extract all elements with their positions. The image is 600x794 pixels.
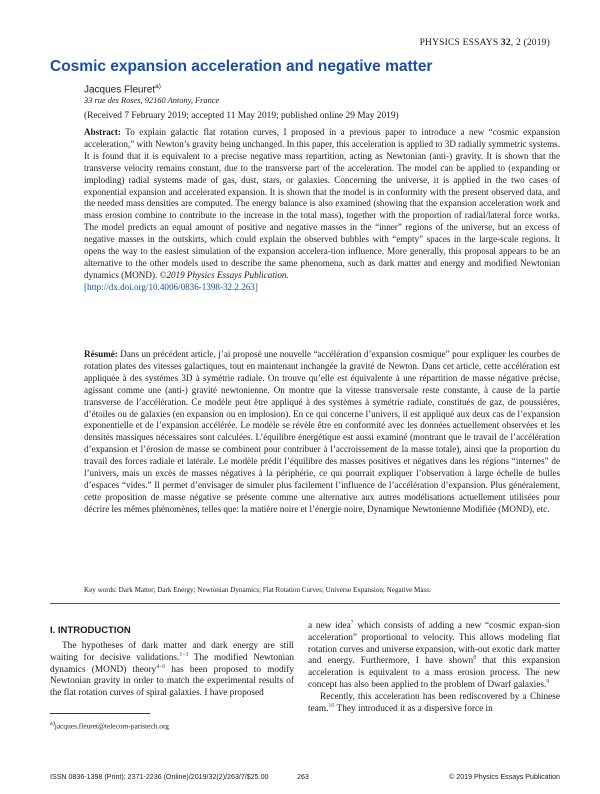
received-dates: (Received 7 February 2019; accepted 11 May 2019; published online 29 May 2019) <box>84 111 399 121</box>
citation-ref[interactable]: 1–3 <box>179 651 189 658</box>
abstract-label: Abstract: <box>84 127 121 137</box>
doi-link[interactable]: [http://dx.doi.org/10.4006/0836-1398-32.2.263] <box>84 281 258 292</box>
intro-text: The hypotheses of dark matter and dark energy are still waiting for decisive validations. <box>50 641 294 663</box>
intro-text: that this expansion acceleration is equivalent to a mass erosion process. The new concept has also been applied to the problem of Dwarf galaxies. <box>308 656 560 690</box>
running-head <box>420 38 550 48</box>
intro-text: The modified Newtonian dynamics (MOND) theory <box>50 652 294 675</box>
author-email[interactable]: jacques.fleuret@telecom-paristech.org <box>54 721 169 731</box>
section-heading-introduction: I. INTRODUCTION <box>50 625 131 636</box>
intro-text: They introduced it as a dispersive force in <box>334 703 493 714</box>
footnote-mark: a) <box>50 721 55 727</box>
citation-ref[interactable]: 9 <box>546 678 550 685</box>
footnote <box>50 721 169 730</box>
section-divider <box>50 603 560 604</box>
intro-right-column <box>308 621 560 715</box>
intro-left-column <box>50 641 294 700</box>
citation-ref[interactable]: 10 <box>328 702 335 709</box>
abstract-text: To explain galactic flat rotation curves, I proposed in a previous paper to introduce a new “cosmic expansion acceleration,” with Newton’s gravity being unchanged. In this paper, this acceleration is applied to 3D radially symmetric systems. It is found that it is equivalent to a precise negative mass repartition, acting as Newtonian (anti-) gravity. It is shown that the transverse velocity remains constant, due to the transverse part of the acceleration. The model can be applied to (expanding or imploding) radial systems made of gas, dust, stars, or galaxies. Concerning the universe, it is applied in the two cases of exponential expansion and accelerated expansion. It is shown that the model is in conformity with the present observed data, and the needed mass densities are computed. The energy balance is also examined (showing that the expansion acceleration work and mass erosion combine to contribute to the increase in the total mass), together with the proportion of radial/lateral force works. The model predicts an equal amount of positive and negative masses in the “inner” regions of the universe, but an excess of negative masses in the outskirts, which could explain the observed bubbles with “empty” spaces in the large-scale regions. It opens the way to the easiest simulation of the expansion accelera-tion influence. More generally, this proposal appears to be an alternative to the other models used to describe the same phenomena, such as dark matter and energy and modified Newtonian dynamics (MOND). <box>84 127 560 280</box>
citation-ref[interactable]: 7 <box>350 619 354 626</box>
author-line <box>84 83 161 95</box>
resume-label: Résumé: <box>84 349 118 359</box>
journal-issue: , 2 (2019) <box>510 38 550 48</box>
keywords: Key words: Dark Matter; Dark Energy; Newtonian Dynamics; Flat Rotation Curves; Universe Expansion; Negative Mass. <box>84 586 431 594</box>
page-number: 263 <box>297 773 309 781</box>
intro-paragraph <box>308 692 560 716</box>
journal-volume: 32 <box>500 38 511 48</box>
author-footnote-mark[interactable]: a) <box>155 83 161 90</box>
author-affiliation: 33 rue des Roses, 92160 Antony, France <box>84 96 220 105</box>
intro-text: Recently, this acceleration has been rediscovered by a Chinese team. <box>308 691 560 714</box>
citation-ref[interactable]: 8 <box>473 655 477 662</box>
abstract <box>84 127 560 294</box>
article-title: Cosmic expansion acceleration and negative matter <box>50 58 433 75</box>
journal-name: PHYSICS ESSAYS <box>419 38 499 48</box>
abstract-copyright: ©2019 Physics Essays Publication. <box>159 269 289 280</box>
intro-text: has been proposed to modify Newtonian gravity in order to match the experimental results of the flat rotation curves of spiral galaxies. I have proposed <box>50 664 295 699</box>
author-name: Jacques Fleuret <box>84 84 156 96</box>
intro-text: a new idea <box>308 621 351 631</box>
resume-text: Dans un précédent article, j’ai proposé une nouvelle “accélération d’expansion cosmique” pour expliquer les courbes de rotation plates des vitesses galactiques, tout en maintenant inchangée la gravité de Newton. Dans cet article, cette accélération est appliquée à des systèmes 3D à symétrie radiale. On trouve qu’elle est équivalente à une répartition de masse négative précise, agissant comme une (anti-) gravité newtonienne. On montre que la vitesse transversale reste constante, à cause de la partie transverse de l’accélération. Ce modèle peut être appliqué à des systèmes à symétrie radiale, constitués de gaz, de poussières, d’étoiles ou de galaxies (en expansion ou en implosion). En ce qui concerne l’univers, il est appliqué aux deux cas de l’expansion exponentielle et de l’expansion accélérée. Le modèle se révèle être en conformité avec les données actuellement observées et les densités massiques nécessaires sont calculées. L’équilibre énergétique est aussi examiné (montrant que le travail de l’accélération d’expansion et l’érosion de masse se combinent pour contribuer à l’accroissement de la masse totale), ainsi que la proportion du travail des forces radiale et latérale. Le modèle prédit l’équilibre des masses positives et négatives dans les régions “internes” de l’univers, mais un excès de masses négatives à la périphérie, ce qui pourrait expliquer l’observation à large échelle de bulles d’espaces “vides.” Il permet d’envisager de simuler plus facilement l’influence de l’accélération d’expansion. Plus généralement, cette proposition de masse négative se présente comme une alternative aux autres modélisations actuellement utilisées pour décrire les mêmes phénomènes, telles que: la matière noire et l’énergie noire, Dynamique Newtonienne Modifiée (MOND), etc. <box>84 349 560 514</box>
resume <box>84 349 560 516</box>
footer-copyright: © 2019 Physics Essays Publication <box>449 773 560 781</box>
intro-text: which consists of adding a new “cosmic expan-sion acceleration” proportional to velocity. This allows modeling flat rotation curves and universe expansion, with-out exotic dark matter and energy. Furthermore, I have shown <box>308 621 561 667</box>
citation-ref[interactable]: 4–6 <box>156 663 166 670</box>
issn-line: ISSN 0836-1398 (Print); 2371-2236 (Online)/2019/32(2)/263/7/$25.00 <box>50 773 269 781</box>
footnote-divider <box>50 713 150 714</box>
